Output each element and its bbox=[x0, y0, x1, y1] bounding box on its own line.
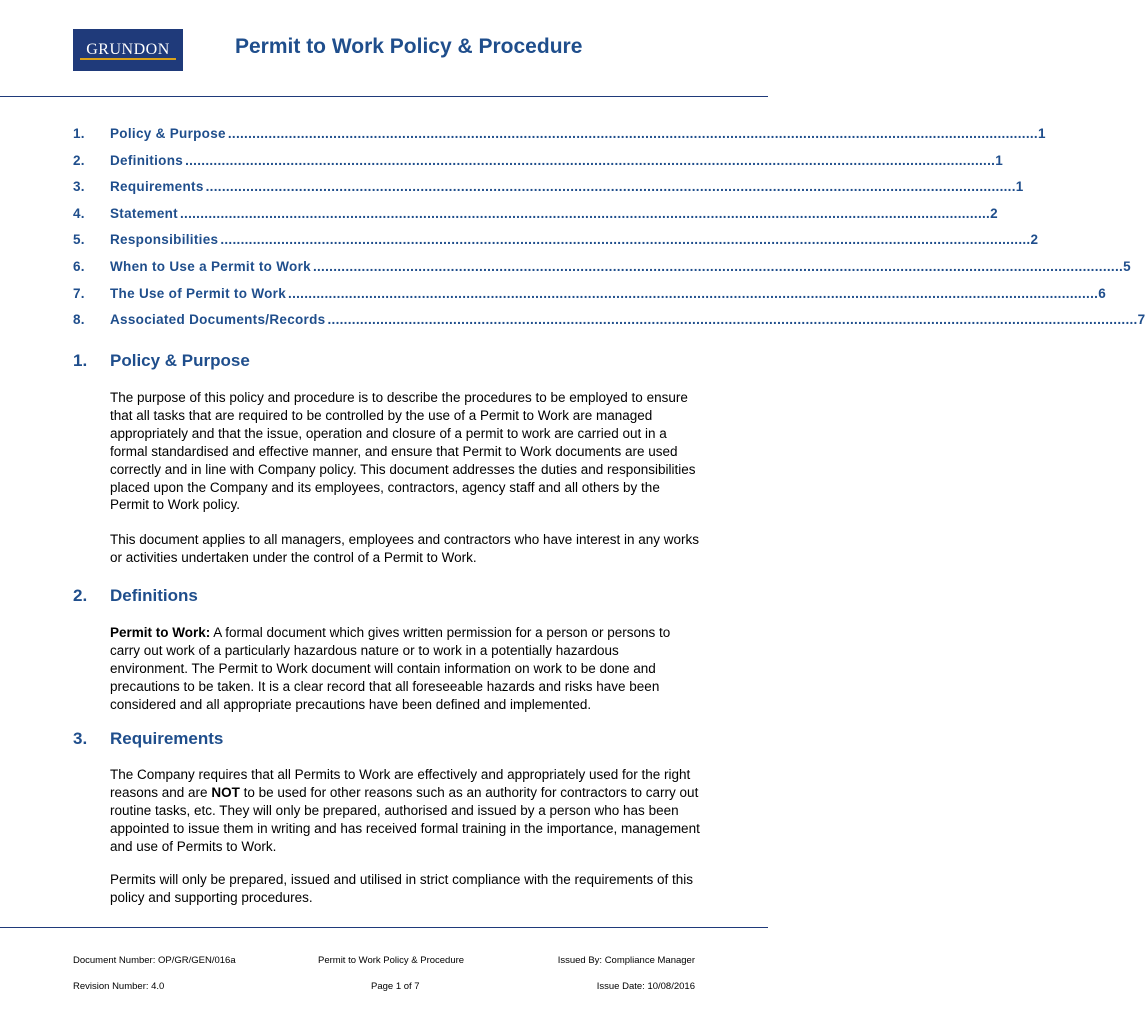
footer-document-number: Document Number: OP/GR/GEN/016a bbox=[73, 955, 236, 966]
document-title: Permit to Work Policy & Procedure bbox=[235, 35, 583, 58]
emphasis-not: NOT bbox=[211, 784, 240, 800]
toc-entry[interactable] bbox=[73, 126, 1046, 153]
section-number: 2. bbox=[73, 586, 88, 605]
toc-number: 7. bbox=[73, 285, 85, 301]
section-3-paragraph-1 bbox=[110, 766, 700, 856]
section-number: 1. bbox=[73, 351, 88, 370]
section-2-heading bbox=[73, 586, 198, 606]
toc-number: 8. bbox=[73, 312, 85, 328]
footer-divider bbox=[0, 927, 768, 928]
footer-issue-date: Issue Date: 10/08/2016 bbox=[596, 981, 695, 992]
toc-number: 1. bbox=[73, 126, 85, 141]
toc-number: 3. bbox=[73, 179, 85, 195]
section-2-paragraph bbox=[110, 624, 700, 714]
footer-revision-number: Revision Number: 4.0 bbox=[73, 981, 165, 992]
section-number: 3. bbox=[73, 729, 88, 748]
definition-text: A formal document which gives written permission for a person or persons to carry out work of a particularly hazardous nature or to work in a potentially hazardous environment. The Permit to Work document will contain information on work to be done and precautions to be taken. It is a clear record that all foreseeable hazards and risks have been considered and all appropriate precautions have been defined and implemented. bbox=[110, 625, 671, 712]
toc-leader-dots: ........................................................................................................................................................................................................ bbox=[288, 285, 1099, 301]
toc-entry[interactable] bbox=[73, 312, 1145, 339]
toc-page-number: 2 bbox=[1030, 232, 1039, 248]
section-title: Definitions bbox=[110, 586, 198, 605]
footer-document-title: Permit to Work Policy & Procedure bbox=[318, 955, 465, 966]
toc-leader-dots: ........................................................................................................................................................................................................ bbox=[205, 179, 1016, 195]
paragraph-text: The Company requires that all Permits to Work are effectively and appropriately used for the right reasons and are bbox=[110, 767, 691, 800]
footer-page-number: Page 1 of 7 bbox=[371, 981, 420, 992]
toc-leader-dots: ........................................................................................................................................................................................................ bbox=[179, 205, 991, 221]
toc-title: Statement bbox=[110, 205, 178, 221]
toc-entry[interactable] bbox=[73, 258, 1131, 286]
definition-term: Permit to Work: bbox=[110, 625, 211, 640]
toc-title: Associated Documents/Records bbox=[110, 312, 326, 328]
toc-page-number: 5 bbox=[1123, 258, 1131, 274]
section-1-paragraph-2: This document applies to all managers, employees and contractors who have interest in any works or activities undertaken under the control of a Permit to Work. bbox=[110, 532, 700, 565]
toc-number: 5. bbox=[73, 232, 85, 248]
toc-title: Requirements bbox=[110, 179, 204, 195]
toc-entry[interactable] bbox=[73, 205, 998, 233]
toc-title: Definitions bbox=[110, 152, 184, 168]
company-logo bbox=[73, 29, 183, 71]
toc-title: Responsibilities bbox=[110, 232, 219, 248]
toc-leader-dots: ........................................................................................................................................................................................................ bbox=[185, 152, 996, 168]
toc-title: The Use of Permit to Work bbox=[110, 285, 287, 301]
toc-entry[interactable] bbox=[73, 232, 1039, 259]
toc-number: 6. bbox=[73, 258, 85, 274]
toc-number: 4. bbox=[73, 205, 85, 221]
section-1-paragraph-1: The purpose of this policy and procedure is to describe the procedures to be employed to ensure that all tasks that are required to be controlled by the use of a Permit to Work are managed appropriately and that the issue, operation and closure of a permit to work are carried out in a formal standardised and effective manner, and ensure that Permit to Work documents are used correctly and in line with Company policy. This document addresses the duties and responsibilities placed upon the Company and its employees, contractors, agency staff and all others by the Permit to Work policy. bbox=[110, 390, 696, 513]
toc-page-number: 7 bbox=[1137, 312, 1145, 328]
toc-entry[interactable] bbox=[73, 179, 1024, 206]
toc-page-number: 2 bbox=[990, 205, 998, 221]
toc-leader-dots: ........................................................................................................................................................................................................ bbox=[220, 232, 1031, 248]
toc-entry[interactable] bbox=[73, 285, 1106, 313]
toc-number: 2. bbox=[73, 152, 85, 168]
toc-entry[interactable] bbox=[73, 152, 1004, 180]
toc-title: Policy & Purpose bbox=[110, 126, 226, 141]
toc-title: When to Use a Permit to Work bbox=[110, 258, 311, 274]
paragraph-text: to be used for other reasons such as an authority for contractors to carry out routine tasks, etc. They will only be prepared, authorised and issued by a person who has been appointed to issue them in writing and has received formal training in the importance, management and use of Permits to Work. bbox=[110, 784, 700, 854]
footer-issued-by: Issued By: Compliance Manager bbox=[557, 955, 695, 966]
toc-page-number: 1 bbox=[1038, 126, 1046, 141]
logo-text: GRUNDON bbox=[86, 41, 170, 58]
toc-page-number: 6 bbox=[1098, 285, 1106, 301]
toc-leader-dots: ........................................................................................................................................................................................................ bbox=[227, 126, 1038, 141]
section-3-paragraph-2: Permits will only be prepared, issued and utilised in strict compliance with the requirements of this policy and supporting procedures. bbox=[110, 872, 694, 905]
toc-leader-dots: ........................................................................................................................................................................................................ bbox=[312, 258, 1124, 274]
toc-page-number: 1 bbox=[995, 152, 1004, 168]
header-divider bbox=[0, 96, 768, 97]
section-title: Policy & Purpose bbox=[110, 351, 250, 370]
section-title: Requirements bbox=[110, 729, 224, 748]
toc-leader-dots: ........................................................................................................................................................................................................ bbox=[327, 312, 1138, 328]
table-of-contents bbox=[73, 126, 1145, 339]
logo-underline bbox=[80, 58, 176, 60]
toc-page-number: 1 bbox=[1015, 179, 1024, 195]
section-3-heading bbox=[73, 729, 223, 749]
section-1-heading bbox=[73, 351, 250, 371]
